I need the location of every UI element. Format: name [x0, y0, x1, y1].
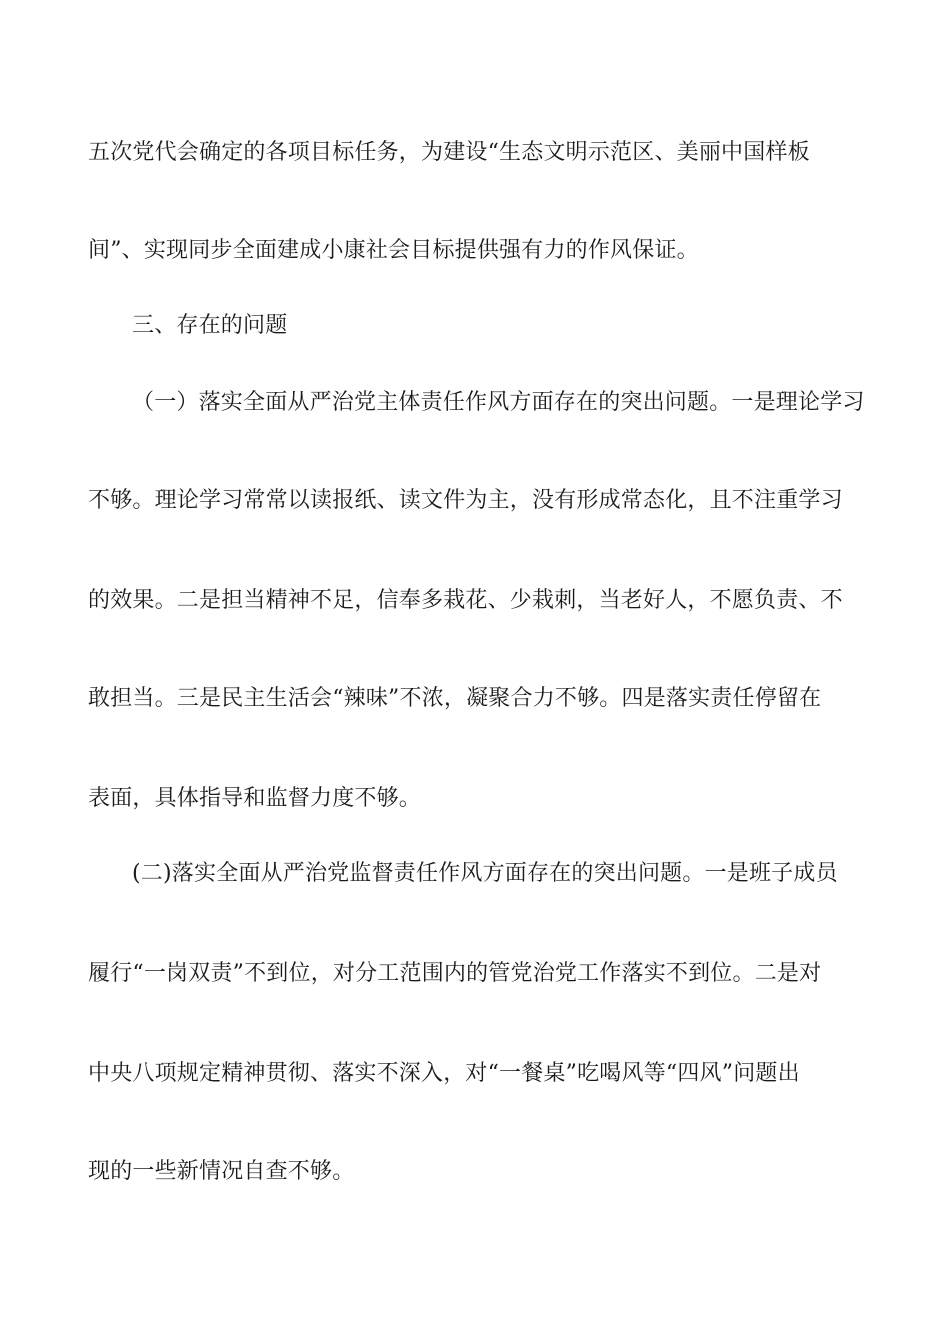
paragraph-line: 的效果。二是担当精神不足，信奉多栽花、少栽刺，当老好人，不愿负责、不 [88, 588, 843, 613]
paragraph-line: 五次党代会确定的各项目标任务，为建设“生态文明示范区、美丽中国样板 [88, 140, 810, 165]
paragraph-line: （一）落实全面从严治党主体责任作风方面存在的突出问题。一是理论学习 [132, 390, 865, 415]
paragraph-line: 不够。理论学习常常以读报纸、读文件为主，没有形成常态化，且不注重学习 [88, 488, 843, 513]
paragraph-line: 间”、实现同步全面建成小康社会目标提供强有力的作风保证。 [88, 238, 699, 263]
section-heading: 三、存在的问题 [132, 313, 288, 338]
paragraph-line: (二)落实全面从严治党监督责任作风方面存在的突出问题。一是班子成员 [132, 861, 838, 886]
paragraph-line: 表面，具体指导和监督力度不够。 [88, 786, 422, 811]
paragraph-line: 中央八项规定精神贯彻、落实不深入，对“一餐桌”吃喝风等“四风”问题出 [88, 1061, 800, 1086]
paragraph-line: 现的一些新情况自查不够。 [88, 1159, 355, 1184]
paragraph-line: 敢担当。三是民主生活会“辣味”不浓，凝聚合力不够。四是落实责任停留在 [88, 686, 822, 711]
paragraph-line: 履行“一岗双责”不到位，对分工范围内的管党治党工作落实不到位。二是对 [88, 961, 822, 986]
